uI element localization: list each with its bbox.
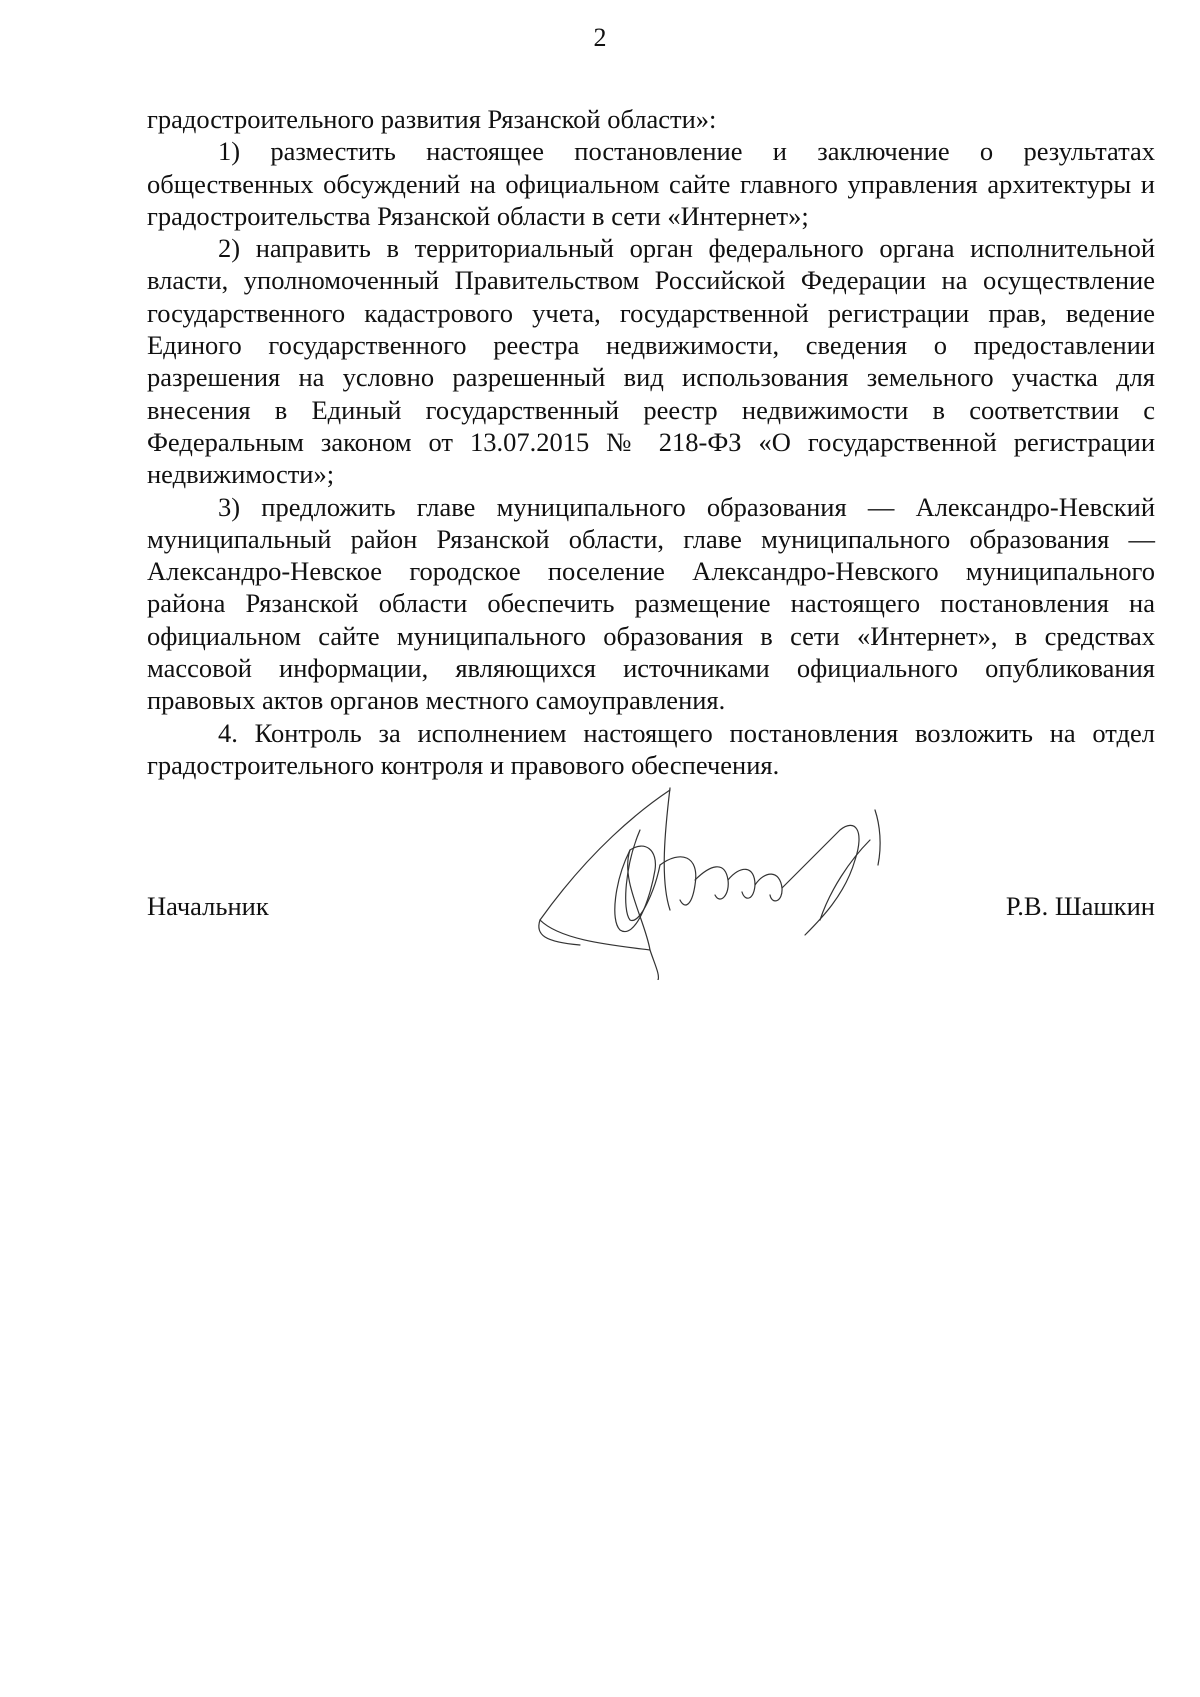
document-body [147,103,1155,781]
page-number: 2 [593,23,607,52]
paragraph-continuation: градостроительного развития Рязанской области»: [147,104,717,134]
handwritten-signature-icon [520,770,940,980]
signer-name: Р.В. Шашкин [1005,891,1155,921]
signer-position: Начальник [147,891,269,921]
paragraph-item-1: 1) разместить настоящее постановление и заключение о результатах общественных обсуждений на официальном сайте главного управления архитектуры и градостроительства Рязанской области в сети «Интернет»; [147,136,1155,231]
paragraph-control-clause: 4. Контроль за исполнением настоящего постановления возложить на отдел градостроительного контроля и правового обеспечения. [147,717,1155,780]
paragraph-item-2: 2) направить в территориальный орган федерального органа исполнительной власти, уполномоченный Правительством Российской Федерации на осуществление государственного кадастрового учета, государственной регистрации прав, ведение Единого государственного реестра недвижимости, сведения о предоставлении разрешения на условно разрешенный вид использования земельного участка для внесения в Единый государственный реестр недвижимости в соответствии с Федеральным законом от 13.07.2015 № 218-ФЗ «О государственной регистрации недвижимости»; [147,233,1155,490]
paragraph-item-3: 3) предложить главе муниципального образования — Александро-Невский муниципальный район Рязанской области, главе муниципального образования — Александро-Невское городское поселение Александро-Невского муниципального района Рязанской области обеспечить размещение настоящего постановления на официальном сайте муниципального образования в сети «Интернет», в средствах массовой информации, являющихся источниками официального опубликования правовых актов органов местного самоуправления. [147,491,1155,716]
